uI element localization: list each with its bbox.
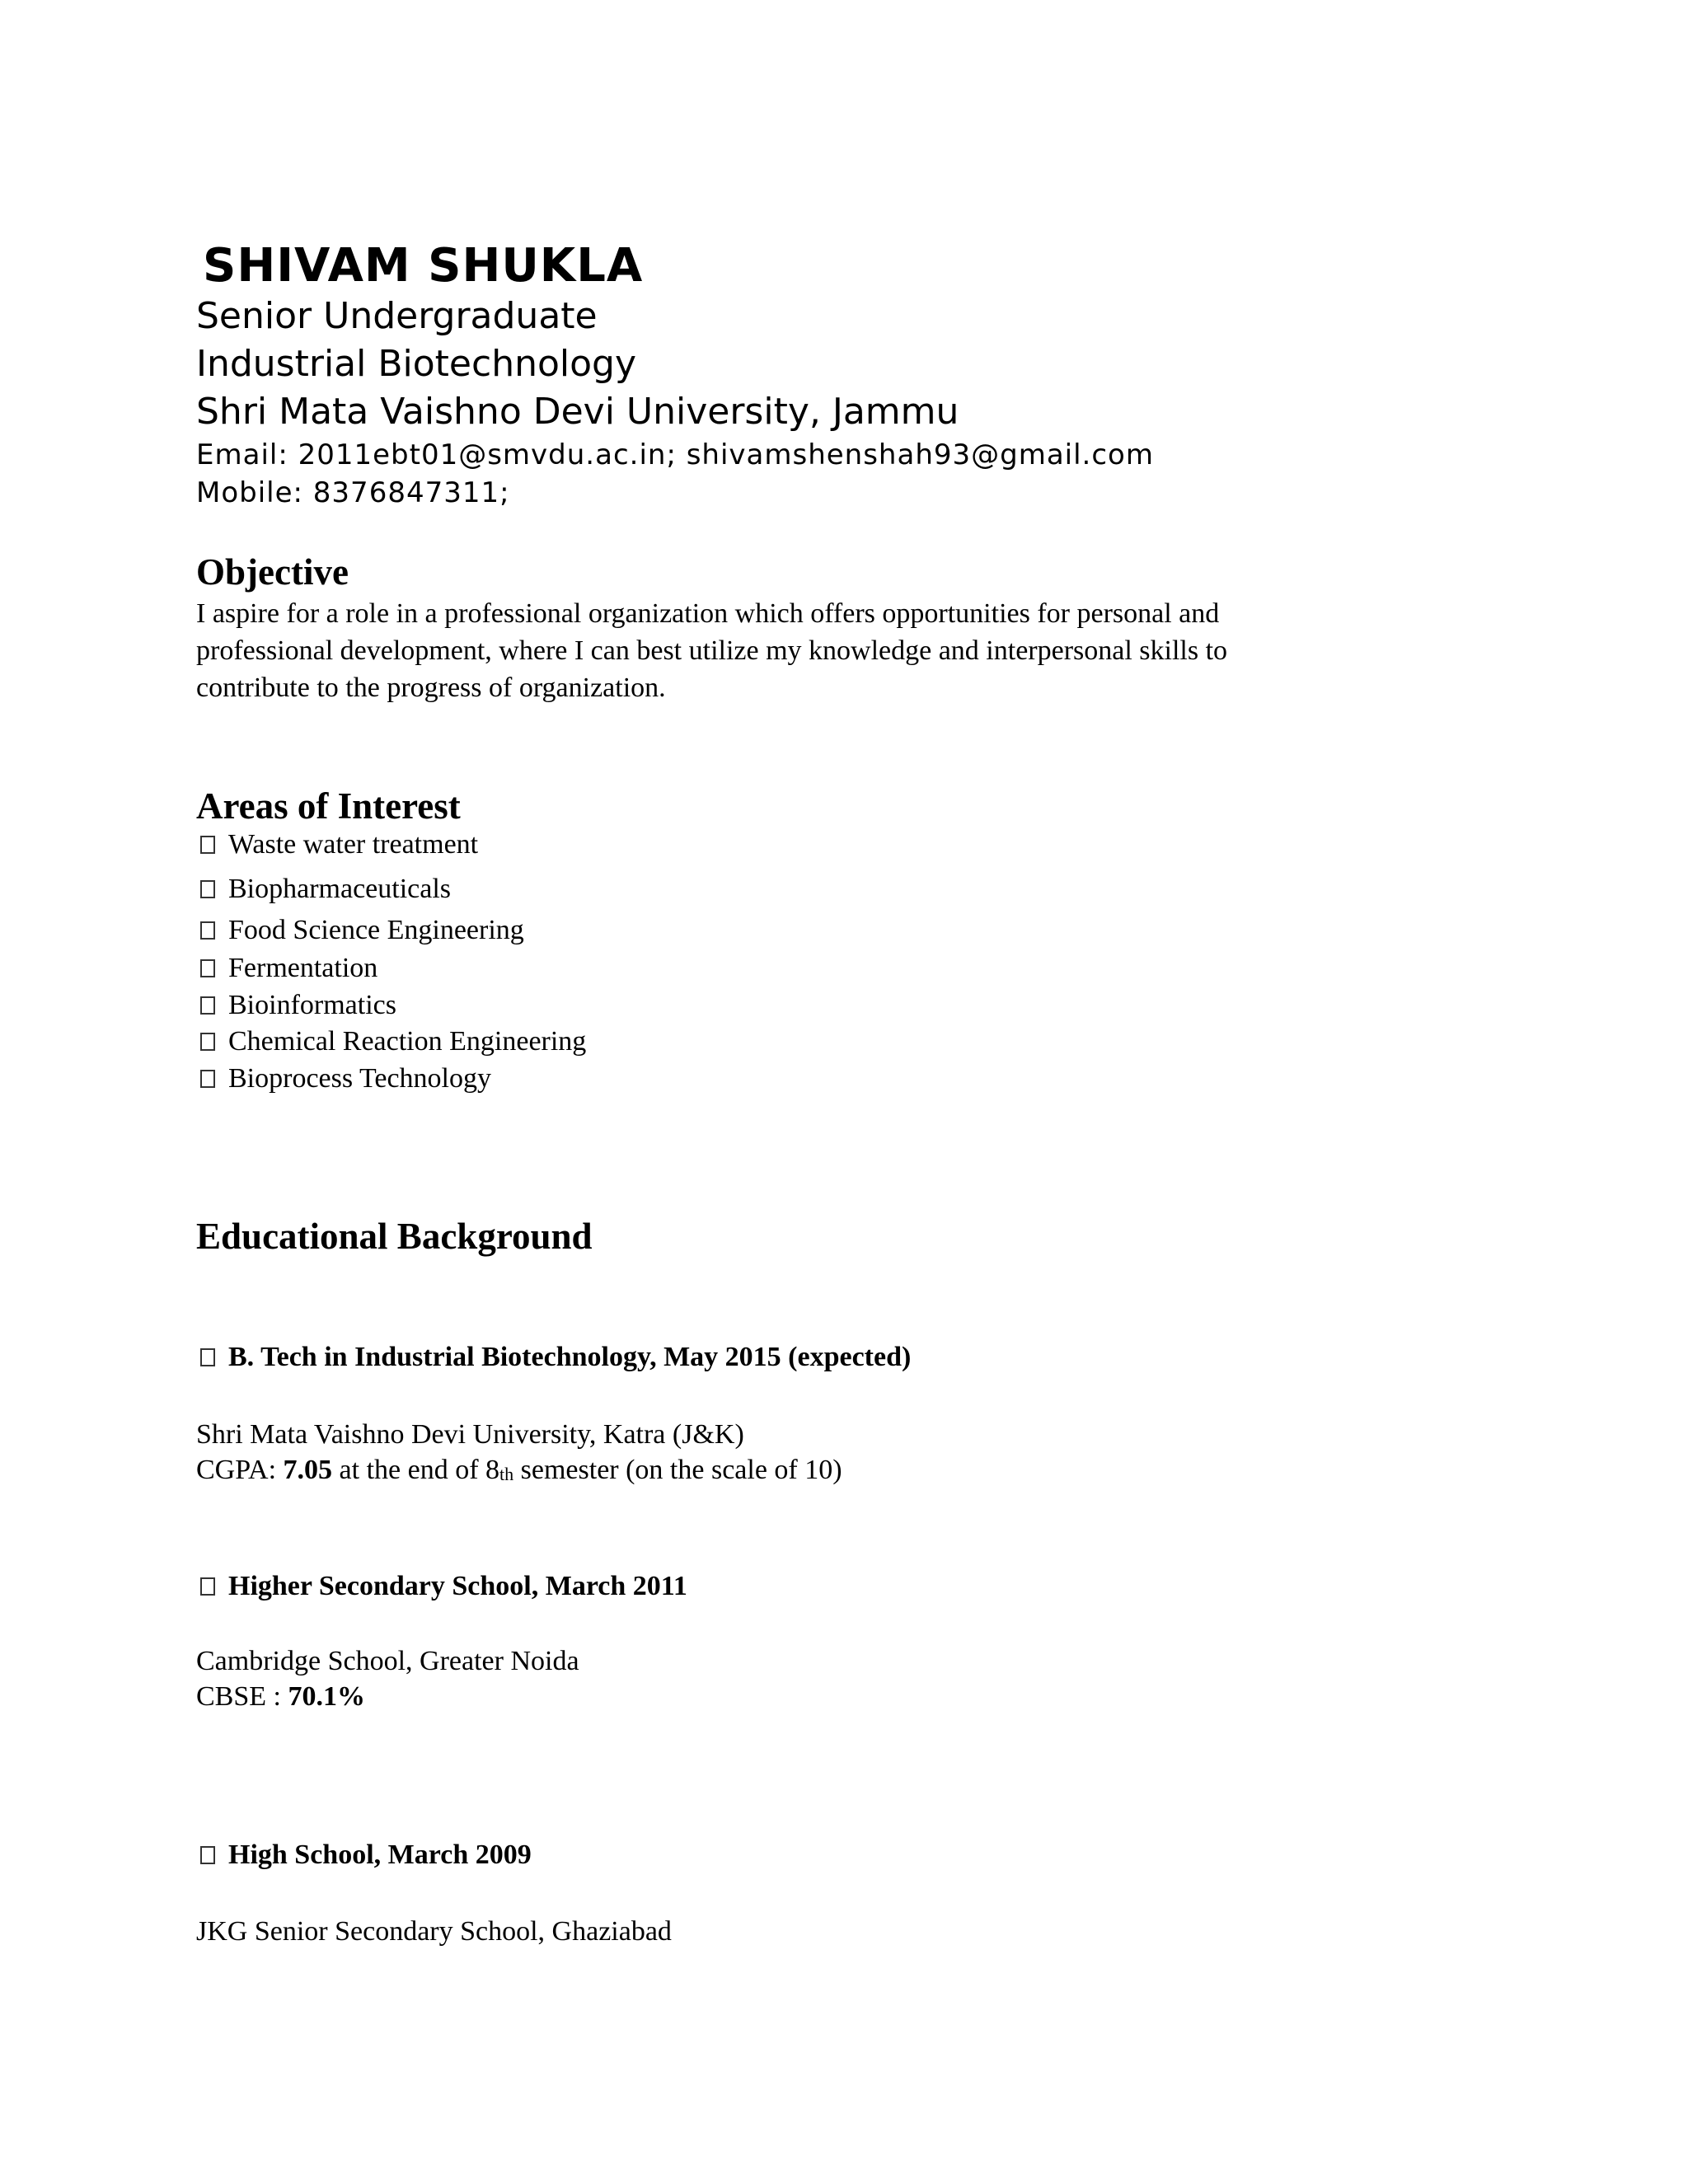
interest-item <box>200 915 524 946</box>
bullet-box-icon <box>200 959 215 977</box>
contact-mobile: Mobile: 8376847311; <box>196 476 510 509</box>
contact-email: Email: 2011ebt01@smvdu.ac.in; shivamshenshah93@gmail.com <box>196 438 1154 471</box>
score-text: semester (on the scale of 10) <box>513 1455 842 1485</box>
interest-label: Bioprocess Technology <box>228 1063 491 1094</box>
degree-title: Higher Secondary School, March 2011 <box>228 1571 687 1601</box>
interest-item <box>200 990 396 1021</box>
interest-label: Chemical Reaction Engineering <box>228 1026 587 1057</box>
bullet-box-icon <box>200 836 215 854</box>
interest-label: Waste water treatment <box>228 829 479 860</box>
bullet-box-icon <box>200 1033 215 1051</box>
education-score <box>196 1681 365 1713</box>
education-entry-title <box>200 1342 911 1373</box>
bullet-box-icon <box>200 921 215 940</box>
interest-item <box>200 1063 491 1094</box>
education-heading: Educational Background <box>196 1216 593 1257</box>
bullet-box-icon <box>200 996 215 1015</box>
education-institution: Shri Mata Vaishno Devi University, Katra (J&K) <box>196 1419 744 1450</box>
education-score <box>196 1455 842 1486</box>
interest-label: Fermentation <box>228 953 378 983</box>
score-label: CGPA: <box>196 1455 284 1485</box>
education-institution: Cambridge School, Greater Noida <box>196 1646 579 1676</box>
score-value: 70.1% <box>288 1681 365 1712</box>
interest-item <box>200 874 451 905</box>
education-entry-title <box>200 1571 687 1602</box>
interests-heading: Areas of Interest <box>196 785 461 827</box>
candidate-university: Shri Mata Vaishno Devi University, Jammu <box>196 391 959 433</box>
interest-item <box>200 829 478 860</box>
bullet-box-icon <box>200 1577 215 1596</box>
education-institution: JKG Senior Secondary School, Ghaziabad <box>196 1916 672 1947</box>
interest-item <box>200 953 377 984</box>
bullet-box-icon <box>200 880 215 898</box>
score-value: 7.05 <box>283 1455 333 1485</box>
objective-line: I aspire for a role in a professional organization which offers opportunities for personal and <box>196 598 1220 629</box>
interest-label: Food Science Engineering <box>228 915 524 945</box>
bullet-box-icon <box>200 1348 215 1366</box>
interest-item <box>200 1026 586 1057</box>
candidate-name: SHIVAM SHUKLA <box>203 239 644 293</box>
objective-line: professional development, where I can best utilize my knowledge and interpersonal skills to <box>196 635 1228 666</box>
bullet-box-icon <box>200 1846 215 1864</box>
interest-label: Bioinformatics <box>228 990 396 1020</box>
degree-title: High School, March 2009 <box>228 1840 532 1870</box>
degree-title: B. Tech in Industrial Biotechnology, May 2015 (expected) <box>228 1342 912 1372</box>
bullet-box-icon <box>200 1070 215 1088</box>
education-entry-title <box>200 1840 532 1871</box>
candidate-title: Senior Undergraduate <box>196 295 598 337</box>
score-text: at the end of 8 <box>332 1455 500 1485</box>
objective-line: contribute to the progress of organization. <box>196 673 666 703</box>
candidate-department: Industrial Biotechnology <box>196 343 636 385</box>
objective-heading: Objective <box>196 551 349 593</box>
objective-paragraph <box>196 595 1350 706</box>
interest-label: Biopharmaceuticals <box>228 874 452 904</box>
ordinal-suffix: th <box>499 1464 514 1484</box>
score-label: CBSE : <box>196 1681 288 1712</box>
